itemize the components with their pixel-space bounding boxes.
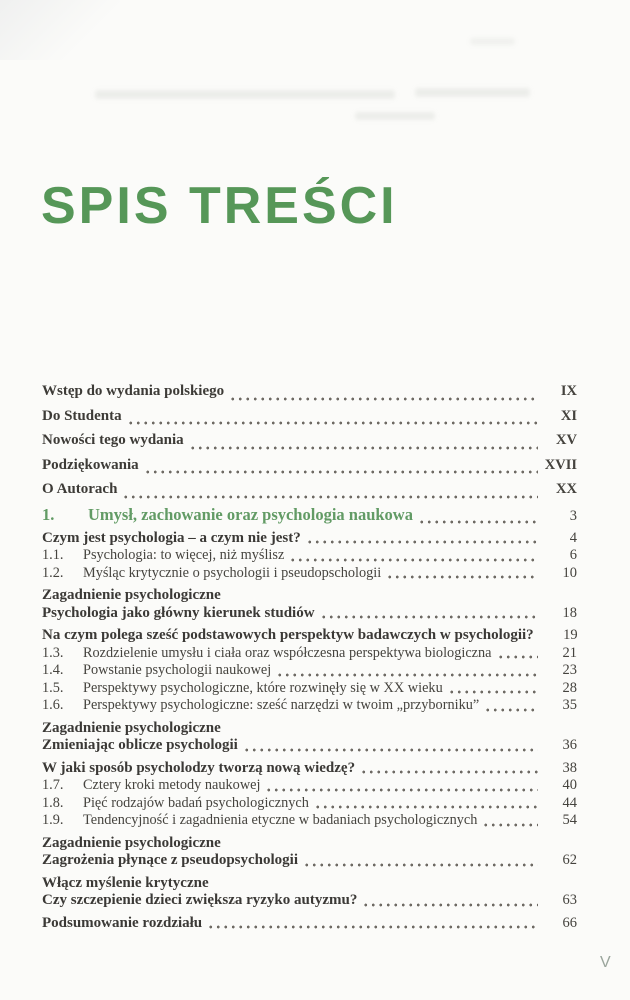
toc-entry-page: 21 (562, 644, 577, 661)
dot-leader (497, 648, 538, 662)
toc-entry-title: Rozdzielenie umysłu i ciała oraz współczesna perspektywa biologiczna (83, 644, 492, 661)
toc-entry-page: XI (560, 407, 577, 424)
toc-entry-number: 1.1. (42, 547, 64, 563)
toc-row (42, 627, 577, 645)
toc-entry-title: Tendencyjność i zagadnienia etyczne w badaniach psychologicznych (83, 812, 478, 828)
dot-leader (448, 683, 538, 697)
toc-entry-page: 4 (569, 529, 577, 546)
toc-chapter-row (42, 504, 577, 527)
toc-entry-number: 1.7. (42, 777, 64, 793)
dot-leader (265, 781, 538, 795)
dot-leader (303, 856, 538, 870)
toc-row (42, 760, 577, 778)
toc-row (42, 795, 577, 813)
toc-entry-title: Wstęp do wydania polskiego (42, 383, 225, 399)
dot-leader (189, 439, 538, 453)
toc-feature-label (42, 587, 577, 605)
bleed-through-smudge (355, 112, 435, 120)
dot-leader (306, 533, 538, 547)
toc-entry-number: 1.3. (42, 644, 64, 661)
toc-entry-page: IX (560, 383, 577, 399)
toc-entry-page: 28 (562, 679, 577, 696)
toc-entry-page: 35 (562, 697, 577, 713)
toc-entry-title: Czy szczepienie dzieci zwiększa ryzyko autyzmu? (42, 892, 358, 908)
toc-entry-page: 23 (562, 662, 577, 678)
dot-leader (484, 701, 538, 715)
toc-entry-title: Do Studenta (42, 407, 122, 424)
toc-row (42, 852, 577, 870)
toc-entry-page: 36 (562, 737, 577, 753)
toc-feature-label (42, 875, 577, 893)
dot-leader (229, 390, 538, 404)
toc-entry-page: 62 (562, 852, 577, 868)
toc-entry-title: Zmieniając oblicze psychologii (42, 737, 238, 753)
toc-entry-page: 6 (569, 547, 577, 563)
toc-entry-page: 40 (562, 777, 577, 793)
dot-leader (482, 816, 538, 830)
dot-leader (144, 463, 538, 477)
dot-leader (207, 918, 538, 932)
toc-entry-page: 44 (562, 794, 577, 811)
dot-leader (122, 488, 538, 502)
toc-row (42, 777, 577, 795)
toc-entry-title: Powstanie psychologii naukowej (83, 662, 272, 678)
dot-leader (386, 568, 538, 582)
toc-entry-title: Zagrożenia płynące z pseudopsychologii (42, 852, 298, 868)
bleed-through-smudge (95, 90, 395, 99)
toc-entry-number: 1.9. (42, 812, 64, 828)
page-title: SPIS TREŚCI (41, 176, 398, 235)
toc-entry-page: XX (556, 481, 577, 497)
toc-row (42, 662, 577, 680)
toc-entry-number: 1.8. (42, 794, 64, 811)
toc-entry-title: Cztery kroki metody naukowej (83, 777, 261, 793)
toc-entry-number: 1.5. (42, 679, 64, 696)
toc-chapter-title: Umysł, zachowanie oraz psychologia naukowa (88, 504, 413, 524)
toc-entry-title: Na czym polega sześć podstawowych perspektyw badawczych w psychologii? (42, 627, 534, 643)
toc-entry-page: 54 (562, 812, 577, 828)
toc-entry-page: 3 (569, 507, 577, 524)
dot-leader (243, 741, 538, 755)
toc-entry-title: Myśląc krytycznie o psychologii i pseudopschologii (83, 564, 382, 581)
toc-row (42, 737, 577, 755)
dot-leader (127, 414, 538, 428)
toc-chapter-number: 1. (42, 504, 55, 524)
page-number-folio: V (600, 954, 611, 971)
toc-entry-title: Podziękowania (42, 456, 139, 473)
toc-entry-title: Zagadnienie psychologiczne (42, 719, 221, 736)
toc-entry-title: Perspektywy psychologiczne: sześć narzędzi w twoim „przyborniku” (83, 697, 480, 713)
toc-row (42, 680, 577, 698)
toc-row (42, 404, 577, 429)
toc-entry-title: Psychologia jako główny kierunek studiów (42, 604, 315, 621)
toc-entry-title: Zagadnienie psychologiczne (42, 834, 221, 851)
dot-leader (289, 551, 538, 565)
toc-row (42, 812, 577, 830)
toc-row (42, 379, 577, 404)
dot-leader (320, 608, 538, 622)
toc-entry-number: 1.4. (42, 662, 64, 678)
toc-entry-title: Perspektywy psychologiczne, które rozwinęły się w XX wieku (83, 679, 443, 696)
toc-entry-number: 1.6. (42, 697, 64, 713)
dot-leader (418, 513, 538, 527)
toc-feature-label (42, 720, 577, 738)
dot-leader (276, 666, 538, 680)
toc-row (42, 428, 577, 453)
toc-entry-page: 18 (562, 604, 577, 621)
toc-entry-title: O Autorach (42, 481, 118, 497)
toc-entry-page: 38 (562, 759, 577, 776)
toc-row (42, 565, 577, 583)
toc-row (42, 547, 577, 565)
toc-entry-number: 1.2. (42, 564, 64, 581)
dot-leader (362, 896, 538, 910)
toc-entry-page: 10 (562, 564, 577, 581)
toc-row (42, 477, 577, 502)
toc-row (42, 892, 577, 910)
toc-entry-title: W jaki sposób psycholodzy tworzą nową wiedzę? (42, 759, 356, 776)
toc-entry-page: XVII (544, 456, 577, 473)
toc-row (42, 530, 577, 548)
toc-entry-page: XV (556, 432, 577, 448)
toc-row (42, 645, 577, 663)
toc-row (42, 453, 577, 478)
toc-entry-title: Podsumowanie rozdziału (42, 914, 203, 931)
toc-feature-label (42, 835, 577, 853)
toc-row (42, 697, 577, 715)
toc-entry-title: Włącz myślenie krytyczne (42, 874, 209, 891)
dot-leader (314, 798, 538, 812)
toc-entry-page: 63 (562, 892, 577, 908)
table-of-contents (42, 379, 577, 932)
toc-entry-page: 19 (563, 627, 578, 643)
bleed-through-smudge (470, 38, 515, 45)
toc-row (42, 915, 577, 933)
toc-entry-title: Pięć rodzajów badań psychologicznych (83, 794, 309, 811)
toc-entry-title: Czym jest psychologia – a czym nie jest? (42, 529, 301, 546)
toc-entry-title: Nowości tego wydania (42, 432, 184, 448)
toc-entry-title: Zagadnienie psychologiczne (42, 587, 221, 603)
toc-row (42, 605, 577, 623)
bleed-through-smudge (415, 88, 530, 97)
toc-entry-title: Psychologia: to więcej, niż myślisz (83, 547, 285, 563)
page-corner-shade (0, 0, 120, 60)
toc-entry-page: 66 (562, 914, 577, 931)
dot-leader (360, 763, 538, 777)
